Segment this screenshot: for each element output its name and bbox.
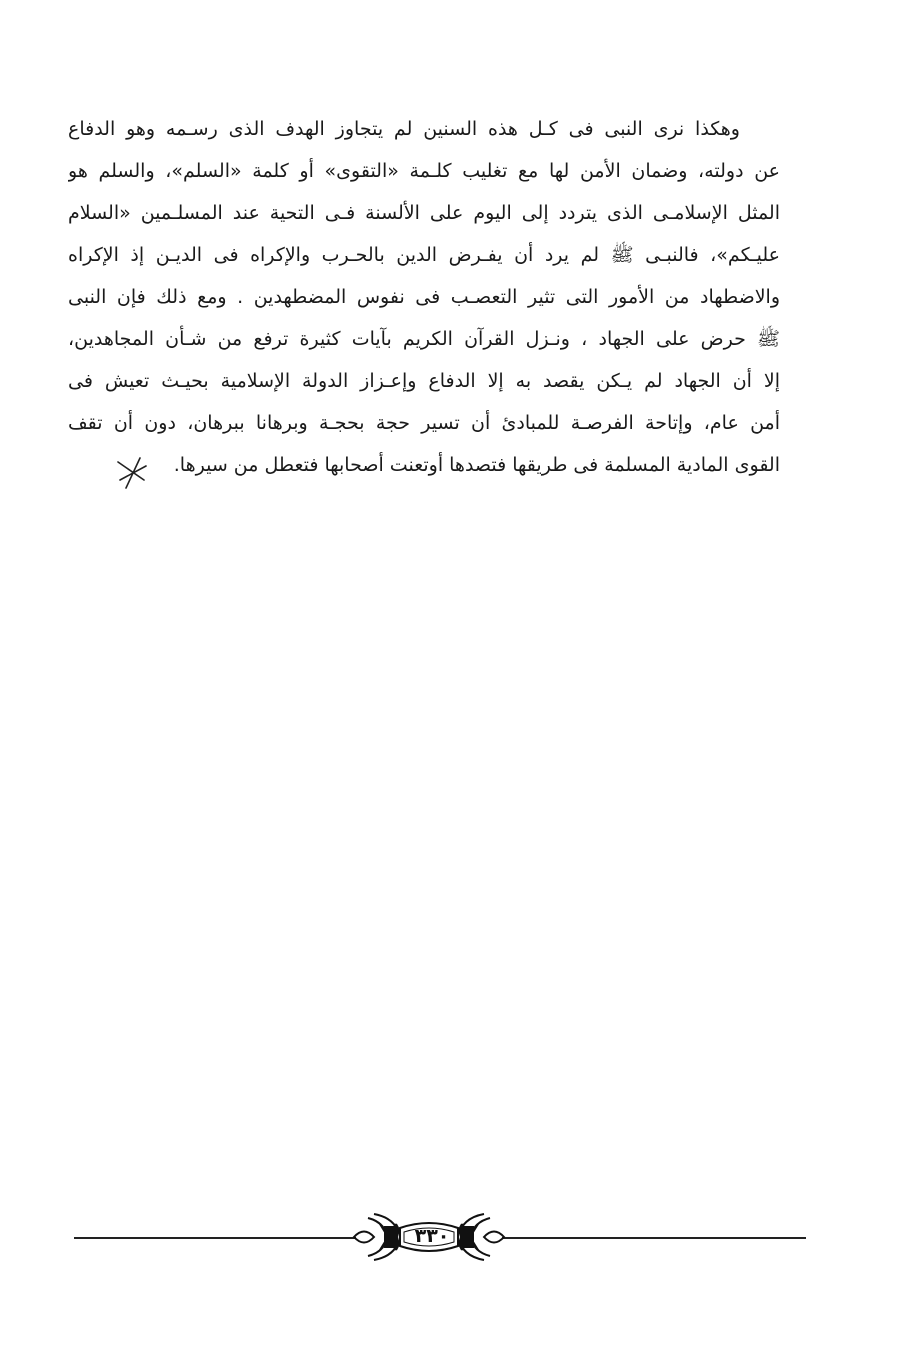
text-line: ﷺ حرض على الجهاد ، ونـزل القرآن الكريم بآيات كثيرة ترفع من شـأن المجاهدين، (68, 328, 780, 350)
text-line: عن دولته، وضمان الأمن لها مع تغليب كلـمة «التقوى» أو كلمة «السلم»، والسلم هو (68, 160, 780, 182)
footer-rule-right (502, 1237, 806, 1239)
text-line: إلا أن الجهاد لم يـكن يقصد به إلا الدفاع وإعـزاز الدولة الإسلامية بحيـث تعيش فى (68, 370, 780, 392)
text-line: القوى المادية المسلمة فى طريقها فتصدها أوتعنت أصحابها فتعطل من سيرها. (173, 454, 780, 476)
text-line: المثل الإسلامـى الذى يتردد إلى اليوم على الألسنة فـى التحية عند المسلـمين «السلام (68, 202, 780, 224)
section-end-mark-icon (110, 450, 154, 494)
body-text (68, 108, 780, 486)
text-line: أمن عام، وإتاحة الفرصـة للمبادئ أن تسير حجة بحجـة وبرهانا ببرهان، دون أن تقف (68, 412, 780, 434)
text-line: عليـكم»، فالنبـى ﷺ لم يرد أن يفـرض الدين بالحـرب والإكراه فى الديـن إذ الإكراه (68, 244, 780, 266)
footer-rule-left (74, 1237, 356, 1239)
page-number: ٣٣٠ (414, 1225, 450, 1247)
text-line: والاضطهاد من الأمور التى تثير التعصـب فى نفوس المضطهدين . ومع ذلك فإن النبى (68, 286, 780, 308)
text-line: وهكذا نرى النبى فى كـل هذه السنين لم يتجاوز الهدف الذى رسـمه وهو الدفاع (68, 118, 740, 140)
page-footer (74, 1208, 806, 1264)
